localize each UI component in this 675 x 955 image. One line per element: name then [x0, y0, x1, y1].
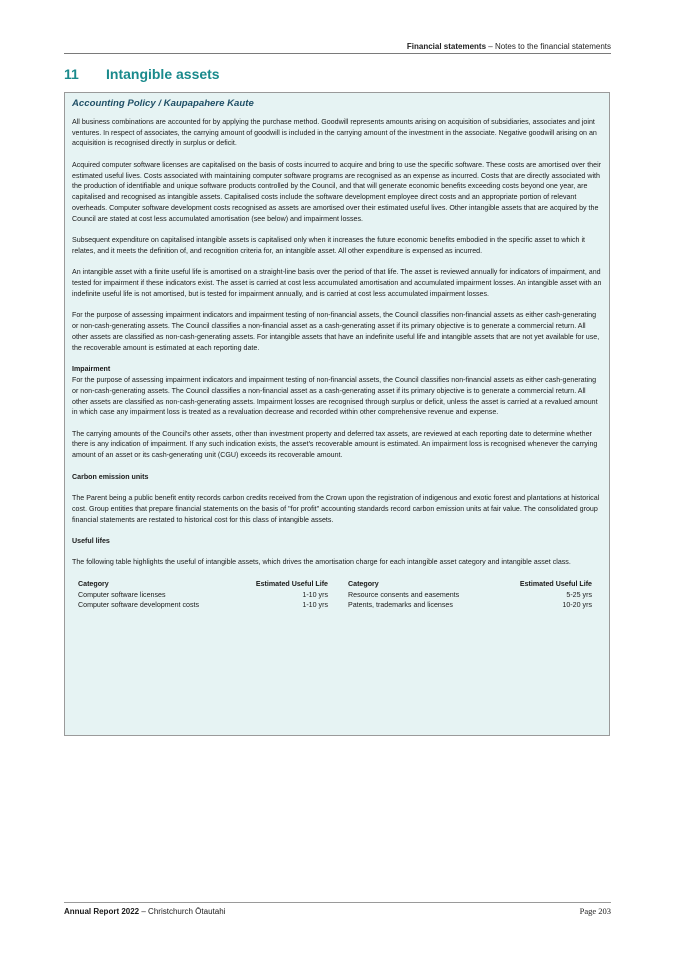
useful-life-table	[72, 579, 602, 611]
page-number: Page 203	[579, 906, 611, 916]
policy-paragraph-8: The Parent being a public benefit entity records carbon credits received from the Crown upon the registration of indigenous and exotic forest and plantations at historical cost. Group entities that prepare financial statements on the basis of "for profit" accounting standards record carbon emission units at fair value. The consolidated group financial statements are restated to historical cost for this class of intangible assets.	[72, 494, 600, 524]
section-title	[64, 66, 220, 82]
table-cell-life: 1-10 yrs	[302, 601, 328, 610]
column-header-category: Category	[78, 579, 109, 588]
policy-paragraph-4: An intangible asset with a finite useful life is amortised on a straight-line basis over the period of that life. The asset is reviewed annually for indicators of impairment, and tested for impairment if these indicators exist. The asset is carried at cost less accumulated amortisation and accumulated impairment losses. An intangible asset with an indefinite useful life is not amortised, but is tested for impairment annually, and is carried at cost less accumulated impairment losses.	[72, 268, 602, 298]
useful-life-table-left	[78, 579, 328, 611]
footer-report: Annual Report 2022	[64, 907, 140, 916]
table-cell-life: 1-10 yrs	[302, 590, 328, 599]
policy-paragraph-6: For the purpose of assessing impairment indicators and impairment testing of non-financial assets, the Council classifies non-financial assets as either cash-generating or non-cash-generating assets. The Council classifies a non-financial asset as a cash-generating asset if its primary objective is to generate a commercial return. All other assets are classified as non-cash-generating assets. Impairment losses are recognised through surplus or deficit, unless the asset is carried at a revalued amount in which case any impairment loss is treated as a revaluation decrease and recorded within other comprehensive revenue and expense.	[72, 375, 598, 417]
policy-paragraph-7: The carrying amounts of the Council's other assets, other than investment property and deferred tax assets, are reviewed at each reporting date to determine whether there is any indication of impairment. If any such indication exists, the asset's recoverable amount is estimated. An impairment loss is recognised whenever the carrying amount of an asset or its cash-generating unit (CGU) exceeds its recoverable amount.	[72, 429, 598, 460]
column-header-life: Estimated Useful Life	[255, 579, 328, 588]
column-header-life: Estimated Useful Life	[519, 579, 592, 588]
table-cell-life: 10-20 yrs	[562, 601, 592, 610]
header-separator: –	[486, 42, 495, 51]
policy-heading: Accounting Policy / Kaupapahere Kaute	[72, 98, 254, 109]
section-number: 11	[64, 66, 79, 82]
footer-divider	[64, 902, 611, 903]
header-section: Financial statements	[406, 42, 487, 51]
table-cell-category: Patents, trademarks and licenses	[348, 601, 453, 610]
impairment-heading: Impairment	[72, 365, 111, 374]
table-cell-category: Computer software development costs	[78, 601, 200, 610]
table-cell-life: 5-25 yrs	[566, 590, 592, 599]
accounting-policy-box	[64, 92, 610, 736]
column-header-category: Category	[348, 579, 379, 588]
policy-paragraph-5: For the purpose of assessing impairment indicators and impairment testing of non-financial assets, the Council classifies non-financial assets as either cash-generating or non-cash-generating assets. The Council classifies a non-financial asset as a cash-generating asset if its primary objective is to generate a commercial return. All other assets are classified as non-cash-generating assets. For intangible assets that have an indefinite useful life and intangible assets that are not yet available for use, the recoverable amount is estimated at each reporting date.	[72, 311, 600, 352]
useful-life-table-right	[348, 579, 592, 611]
section-heading: Intangible assets	[106, 66, 220, 82]
table-cell-category: Resource consents and easements	[348, 590, 460, 599]
running-footer	[64, 907, 225, 916]
policy-paragraph-2: Acquired computer software licenses are capitalised on the basis of costs incurred to acquire and bring to use the specific software. These costs are amortised over their estimated useful lives. Costs associated with maintaining computer software programs are recognised as an expense as incurred. Costs that are directly associated with the production of identifiable and unique software products controlled by the Council, and that will generate economic benefits exceeding costs beyond one year, are capitalised and recognised as intangible assets. Capitalised costs include the software development employee direct costs and an appropriate portion of relevant overheads. Computer software development costs recognised as assets are amortised over their estimated useful lives. Other intangible assets that are acquired by the Council are stated at cost less accumulated amortisation (see below) and impairment losses.	[72, 160, 602, 223]
policy-paragraph-1: All business combinations are accounted for by applying the purchase method. Goodwill represents amounts arising on acquisition of subsidiaries, associates and joint ventures. In respect of associates, the carrying amount of goodwill is included in the carrying amount of the investment in the associate. Negative goodwill arising on an acquisition is recognised directly in surplus or deficit.	[72, 117, 597, 148]
footer-separator: –	[139, 907, 149, 916]
header-subsection: Notes to the financial statements	[494, 42, 611, 51]
header-divider	[64, 53, 611, 54]
policy-paragraph-3: Subsequent expenditure on capitalised intangible assets is capitalised only when it increases the future economic benefits embodied in the specific asset to which it relates, and it meets the definition of, and recognition criteria for, an intangible asset. All other expenditure is expensed as incurred.	[72, 236, 586, 255]
policy-paragraph-9: The following table highlights the useful of intangible assets, which drives the amortisation charge for each intangible asset category and intangible asset class.	[72, 558, 571, 567]
table-cell-category: Computer software licenses	[78, 590, 166, 599]
running-header	[407, 42, 611, 51]
footer-city: Christchurch Ōtautahi	[148, 907, 226, 916]
useful-lifes-heading: Useful lifes	[72, 537, 110, 546]
carbon-heading: Carbon emission units	[72, 472, 149, 481]
